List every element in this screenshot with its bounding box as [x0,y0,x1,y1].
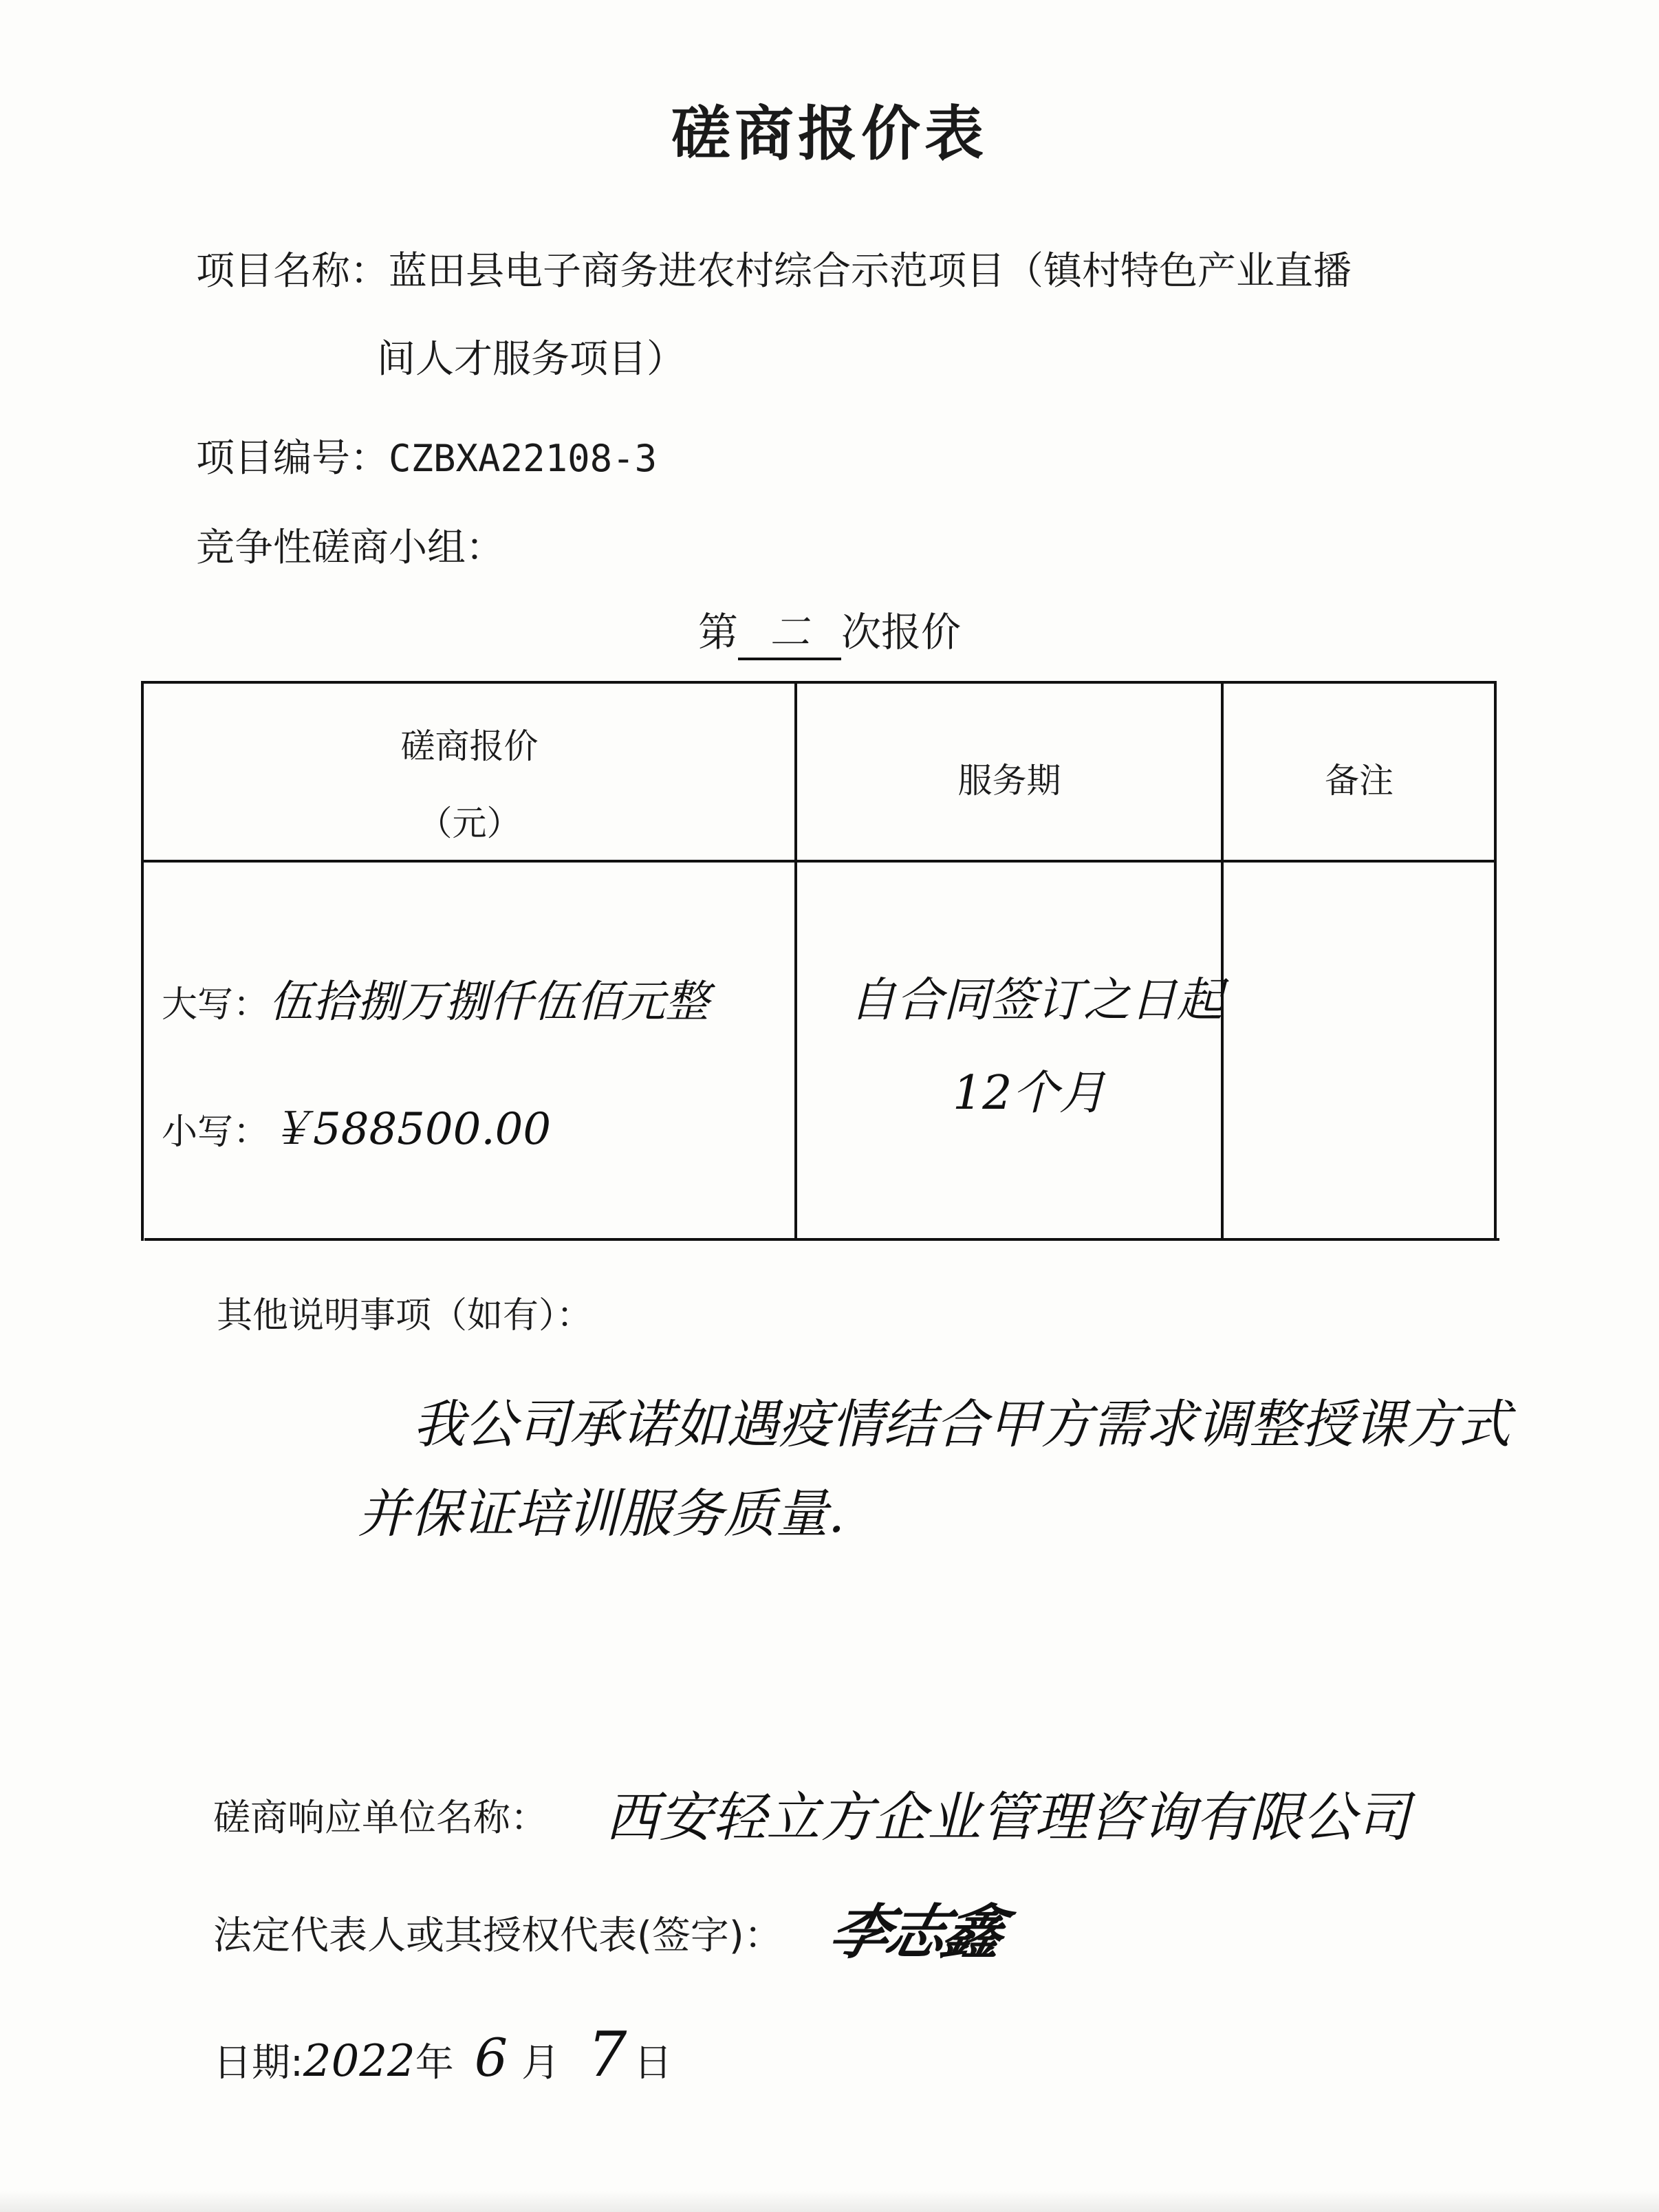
quote-round-value: 二 [769,609,810,655]
scan-edge [0,2191,1659,2212]
date-year-unit: 年 [415,2041,454,2085]
project-number-label: 项目编号： [196,436,389,481]
service-period-line2: 12个月 [953,1066,1106,1120]
signature-text: 李志鑫 [822,1898,1009,1967]
table-header-divider [141,860,1496,863]
date [213,2019,672,2091]
date-day-unit: 日 [633,2041,673,2085]
header-service-period: 服务期 [957,761,1061,801]
quote-round-blank [738,600,841,660]
table-border-bottom [144,1238,1499,1241]
company [213,1788,547,1841]
table-border-top [141,681,1496,684]
table-column-divider-2 [1221,681,1224,1241]
quote-round-prefix: 第 [697,609,738,655]
project-name-line1 [196,241,1352,296]
project-name-label: 项目名称： [196,249,389,294]
date-month: 6 [474,2027,508,2088]
table-border-right [1494,681,1497,1241]
date-month-unit: 月 [521,2041,561,2085]
header-price-line2: （元） [418,803,521,843]
price-upper-value: 伍拾捌万捌仟伍佰元整 [269,977,710,1028]
negotiation-group-label: 竞争性磋商小组： [196,525,504,570]
price-upper [162,966,709,1030]
company-label: 磋商响应单位名称： [213,1796,547,1839]
quote-round-suffix: 次报价 [841,609,962,655]
company-name: 西安轻立方企业管理咨询有限公司 [605,1787,1411,1849]
project-number [196,428,657,483]
project-number-value: CZBXA22108-3 [389,437,658,480]
table-border-left [141,681,144,1241]
price-upper-label: 大写： [162,984,270,1026]
service-period-line1: 自合同签订之日起 [849,973,1224,1028]
header-price-line1: 磋商报价 [400,726,539,766]
representative-label: 法定代表人或其授权代表(签字)： [213,1913,783,1958]
date-year: 2022 [303,2036,415,2087]
date-label: 日期: [213,2041,303,2085]
quote-round [0,600,1659,660]
page-title: 磋商报价表 [671,100,988,169]
price-lower [162,1094,551,1157]
project-name-value-line2: 间人才服务项目） [377,337,685,382]
other-notes-line1: 我公司承诺如遇疫情结合甲方需求调整授课方式 [413,1394,1510,1455]
project-name-value-line1: 蓝田县电子商务进农村综合示范项目（镇村特色产业直播 [389,249,1352,294]
date-day: 7 [587,2019,627,2091]
header-price [144,719,794,845]
price-lower-value: ￥588500.00 [269,1104,552,1155]
table-column-divider-1 [794,681,797,1241]
price-lower-label: 小写： [162,1112,270,1153]
other-notes-line2: 并保证培训服务质量. [358,1483,845,1544]
header-remark: 备注 [1325,761,1394,801]
other-notes-label: 其他说明事项（如有）： [217,1295,593,1336]
signature [822,1885,1009,1970]
